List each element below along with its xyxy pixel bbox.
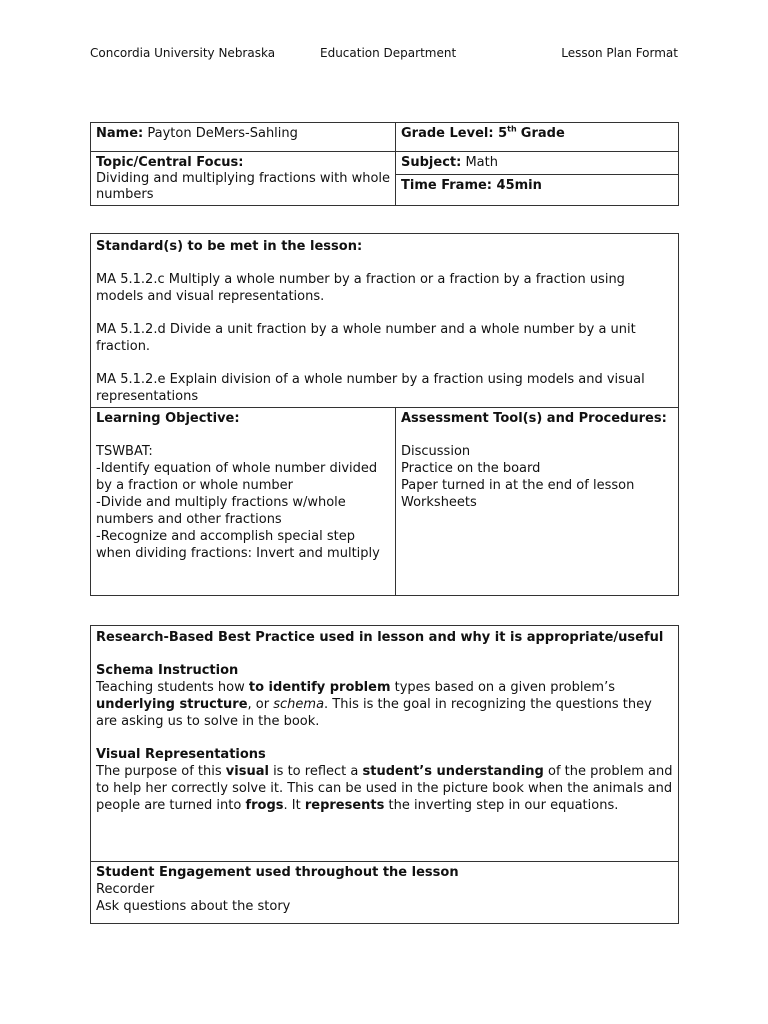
objective-item: -Recognize and accomplish special step when dividing fractions: Invert and multiply [96, 529, 380, 561]
standards-table [90, 233, 679, 596]
objective-cell [91, 408, 396, 596]
objective-heading: Learning Objective: [96, 411, 240, 426]
engagement-heading: Student Engagement used throughout the lesson [96, 865, 459, 880]
standard-item: MA 5.1.2.c Multiply a whole number by a fraction or a fraction by a fraction using models and visual representations. [96, 272, 625, 304]
grade-superscript: th [507, 124, 517, 134]
research-heading: Research-Based Best Practice used in lesson and why it is appropriate/useful [96, 630, 664, 645]
header-format: Lesson Plan Format [561, 46, 678, 60]
page-header [90, 45, 678, 63]
objective-intro: TSWBAT: [96, 444, 153, 459]
assessment-cell [396, 408, 679, 596]
research-cell [91, 626, 679, 862]
topic-value: Dividing and multiplying fractions with whole numbers [96, 171, 391, 202]
subject-label: Subject: [401, 155, 462, 170]
visual-title: Visual Representations [96, 747, 266, 762]
research-table [90, 625, 679, 924]
name-cell [91, 123, 396, 152]
engagement-cell [91, 862, 679, 924]
objective-item: -Identify equation of whole number divided by a fraction or whole number [96, 461, 378, 493]
visual-paragraph: The purpose of this visual is to reflect a student’s understanding of the problem and to help her correctly solve it. This can be used in the picture book when the animals and people are turned into frogs. It represents the inverting step in our equations. [96, 764, 673, 813]
standards-cell [91, 234, 679, 408]
schema-title: Schema Instruction [96, 663, 239, 678]
subject-cell [396, 152, 679, 175]
assessment-item: Discussion [401, 444, 471, 459]
header-department: Education Department [320, 46, 457, 60]
name-value: Payton DeMers-Sahling [147, 126, 298, 141]
assessment-item: Paper turned in at the end of lesson [401, 478, 635, 493]
header-university: Concordia University Nebraska [90, 46, 276, 60]
topic-label: Topic/Central Focus: [96, 155, 244, 170]
standard-item: MA 5.1.2.d Divide a unit fraction by a whole number and a whole number by a unit fraction. [96, 322, 636, 354]
engagement-item: Ask questions about the story [96, 899, 291, 914]
time-cell [396, 174, 679, 205]
name-label: Name: [96, 126, 144, 141]
assessment-heading: Assessment Tool(s) and Procedures: [401, 411, 667, 426]
time-label: Time Frame: 45min [401, 177, 542, 193]
grade-label: Grade Level: 5 [401, 126, 508, 141]
assessment-item: Practice on the board [401, 461, 541, 476]
subject-value: Math [465, 155, 498, 170]
standards-heading: Standard(s) to be met in the lesson: [96, 239, 363, 254]
objective-item: -Divide and multiply fractions w/whole numbers and other fractions [96, 495, 346, 527]
info-table [90, 122, 679, 206]
assessment-item: Worksheets [401, 495, 477, 510]
engagement-item: Recorder [96, 882, 155, 897]
standard-item: MA 5.1.2.e Explain division of a whole number by a fraction using models and visual representations [96, 372, 645, 404]
grade-cell [396, 123, 679, 152]
topic-cell [91, 152, 396, 206]
grade-suffix: Grade [520, 126, 565, 141]
schema-paragraph: Teaching students how to identify problem types based on a given problem’s underlying structure, or schema. This is the goal in recognizing the questions they are asking us to solve in the book. [96, 680, 652, 729]
